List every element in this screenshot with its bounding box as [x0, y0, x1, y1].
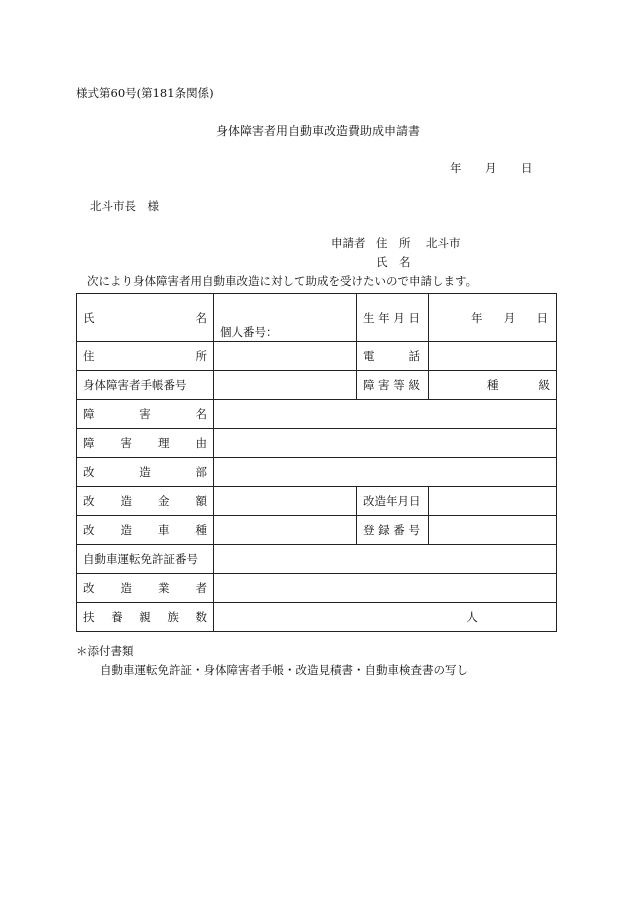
modification-date-label-cell: 改造年月日 — [357, 487, 429, 516]
birth-month-label: 月 — [503, 310, 516, 325]
birth-day-label: 日 — [536, 310, 548, 325]
name-label-cell: 氏 名 — [77, 294, 214, 342]
applicant-name-label: 氏 名 — [376, 255, 411, 269]
dependents-label-cell: 扶 養 親 族 数 — [77, 603, 214, 632]
contractor-input-cell[interactable] — [214, 574, 557, 603]
grade-level-label: 級 — [538, 378, 550, 392]
disability-grade-input-cell[interactable] — [429, 371, 557, 400]
modification-cost-label-cell: 改 造 金 額 — [77, 487, 214, 516]
applicant-address-value: 北斗市 — [426, 236, 461, 250]
address-label-cell: 住 所 — [77, 342, 214, 371]
modification-date-input-cell[interactable] — [429, 487, 557, 516]
license-number-input-cell[interactable] — [214, 545, 557, 574]
date-month-label: 月 — [485, 161, 497, 175]
modification-cost-input-cell[interactable] — [214, 487, 357, 516]
table-row-vehicle-type — [77, 516, 557, 545]
attachments-list: 自動車運転免許証・身体障害者手帳・改造見積書・自動車検査書の写し — [100, 663, 468, 677]
table-row-disability-reason — [77, 429, 557, 458]
name-input-cell[interactable] — [214, 294, 357, 342]
personal-number-label: 個人番号： — [220, 325, 278, 339]
form-title: 身体障害者用自動車改造費助成申請書 — [216, 124, 421, 138]
table-row-handbook — [77, 371, 557, 400]
form-number: 様式第60号(第181条関係) — [76, 86, 214, 100]
disability-name-label-cell: 障 害 名 — [77, 400, 214, 429]
table-row-name — [77, 294, 557, 342]
dependents-input-cell[interactable] — [214, 603, 557, 632]
applicant-address-label: 住 所 — [376, 236, 411, 250]
disability-reason-label-cell: 障 害 理 由 — [77, 429, 214, 458]
application-table — [76, 293, 557, 632]
phone-label-cell: 電 話 — [357, 342, 429, 371]
disability-grade-label-cell: 障 害 等 級 — [357, 371, 429, 400]
modified-part-input-cell[interactable] — [214, 458, 557, 487]
addressee: 北斗市長 様 — [90, 199, 159, 213]
table-row-modified-part — [77, 458, 557, 487]
birth-year-label: 年 — [471, 310, 483, 325]
table-row-modification-cost — [77, 487, 557, 516]
application-statement: 次により身体障害者用自動車改造に対して助成を受けたいので申請します。 — [87, 274, 478, 288]
birthdate-label-cell: 生 年 月 日 — [357, 294, 429, 342]
attachments-heading: ＊添付書類 — [76, 644, 134, 658]
vehicle-type-input-cell[interactable] — [214, 516, 357, 545]
modified-part-label-cell: 改 造 部 — [77, 458, 214, 487]
table-row-license — [77, 545, 557, 574]
phone-input-cell[interactable] — [429, 342, 557, 371]
registration-number-label-cell: 登 録 番 号 — [357, 516, 429, 545]
date-year-label: 年 — [450, 161, 462, 175]
contractor-label-cell: 改 造 業 者 — [77, 574, 214, 603]
birthdate-input-cell[interactable] — [429, 294, 557, 342]
handbook-number-input-cell[interactable] — [214, 371, 357, 400]
date-day-label: 日 — [521, 161, 533, 175]
address-input-cell[interactable] — [214, 342, 357, 371]
vehicle-type-label-cell: 改 造 車 種 — [77, 516, 214, 545]
disability-name-input-cell[interactable] — [214, 400, 557, 429]
table-row-contractor — [77, 574, 557, 603]
handbook-number-label-cell: 身体障害者手帳番号 — [77, 371, 214, 400]
persons-unit-label: 人 — [466, 610, 478, 624]
grade-type-label: 種 — [487, 378, 499, 392]
table-row-dependents — [77, 603, 557, 632]
disability-reason-input-cell[interactable] — [214, 429, 557, 458]
table-row-disability-name — [77, 400, 557, 429]
applicant-label: 申請者 — [331, 236, 366, 250]
license-number-label-cell: 自動車運転免許証番号 — [77, 545, 214, 574]
registration-number-input-cell[interactable] — [429, 516, 557, 545]
table-row-address — [77, 342, 557, 371]
